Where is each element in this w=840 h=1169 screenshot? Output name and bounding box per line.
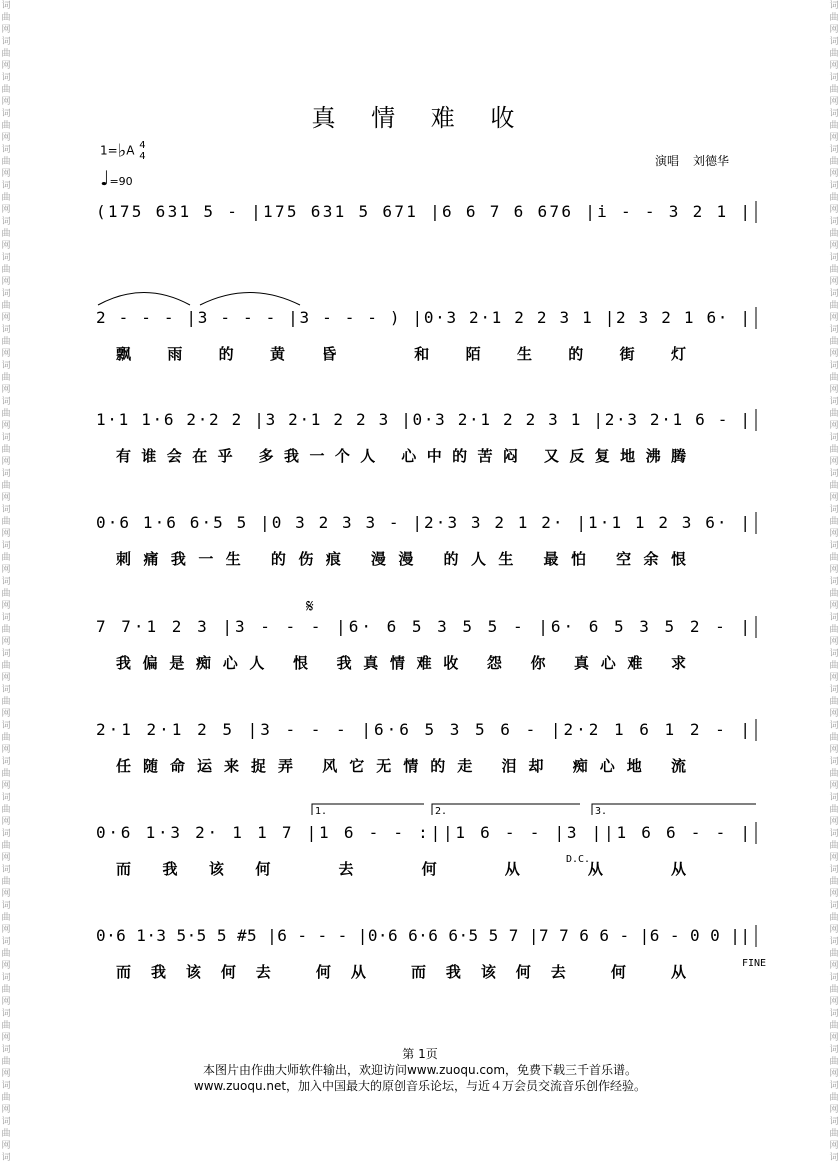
watermark-char: 曲	[1, 913, 11, 923]
lyric-row: 而我该何 去 何 从 从 从	[116, 860, 686, 878]
watermark-char: 网	[1, 421, 11, 431]
watermark-char: 曲	[1, 553, 11, 563]
watermark-char: 网	[829, 529, 839, 539]
song-title: 真 情 难 收	[311, 104, 529, 132]
volta-bracket	[592, 804, 756, 815]
watermark-char: 网	[829, 889, 839, 899]
watermark-char: 网	[829, 673, 839, 683]
watermark-char: 网	[1, 853, 11, 863]
watermark-char: 网	[1, 529, 11, 539]
notation-row: 1·1 1·6 2·2 2 |3 2·1 2 2 3 |0·3 2·1 2 2 3 1 |2·3 2·1 6 - |	[96, 410, 750, 429]
watermark-char: 曲	[1, 1093, 11, 1103]
watermark-char: 网	[829, 457, 839, 467]
watermark-char: 网	[1, 925, 11, 935]
watermark-char: 词	[1, 937, 11, 947]
watermark-char: 曲	[829, 373, 839, 383]
watermark-char: 曲	[829, 409, 839, 419]
watermark-char: 词	[1, 37, 11, 47]
watermark-char: 词	[829, 757, 839, 767]
lyric-row: 任随命运来捉弄 风它无情的走 泪却 痴心地 流	[116, 757, 686, 775]
slur	[200, 293, 300, 306]
watermark-char: 词	[1, 73, 11, 83]
watermark-char: 词	[1, 613, 11, 623]
watermark-char: 曲	[829, 193, 839, 203]
watermark-char: 词	[1, 433, 11, 443]
lyric-row: 有谁会在乎 多我一个人 心中的苦闷 又反复地沸腾	[116, 447, 687, 465]
watermark-char: 网	[1, 601, 11, 611]
watermark-char: 网	[829, 853, 839, 863]
watermark-char: 词	[829, 1009, 839, 1019]
watermark-char: 网	[829, 385, 839, 395]
watermark-char: 曲	[829, 841, 839, 851]
watermark-char: 词	[829, 109, 839, 119]
watermark-char: 词	[829, 253, 839, 263]
watermark-char: 曲	[829, 265, 839, 275]
watermark-char: 曲	[829, 625, 839, 635]
watermark-char: 网	[829, 169, 839, 179]
watermark-char: 网	[829, 133, 839, 143]
watermark-char: 曲	[1, 13, 11, 23]
watermark-char: 词	[1, 145, 11, 155]
notation-row: 2 - - - |3 - - - |3 - - - ) |0·3 2·1 2 2 3 1 |2 3 2 1 6· |	[96, 308, 750, 327]
watermark-char: 网	[829, 637, 839, 647]
notation-row: 0·6 1·6 6·5 5 |0 3 2 3 3 - |2·3 3 2 1 2· |1·1 1 2 3 6· |	[96, 513, 750, 532]
watermark-char: 曲	[829, 985, 839, 995]
watermark-char: 曲	[1, 733, 11, 743]
notation-row: 0·6 1·3 2· 1 1 7 |1 6 - - :||1 6 - - |3 ||1 6 6 - - |	[96, 823, 750, 842]
watermark-char: 曲	[829, 517, 839, 527]
watermark-char: 曲	[829, 1129, 839, 1139]
watermark-char: 词	[829, 577, 839, 587]
watermark-char: 曲	[829, 589, 839, 599]
watermark-char: 词	[829, 145, 839, 155]
watermark-char: 词	[829, 721, 839, 731]
watermark-char: 词	[1, 1, 11, 11]
watermark-char: 词	[1, 1009, 11, 1019]
watermark-char: 网	[1, 313, 11, 323]
watermark-char: 网	[1, 97, 11, 107]
watermark-char: 网	[1, 817, 11, 827]
watermark-char: 词	[1, 541, 11, 551]
watermark-char: 曲	[1, 445, 11, 455]
watermark-char: 词	[829, 541, 839, 551]
watermark-char: 曲	[829, 445, 839, 455]
watermark-char: 网	[829, 997, 839, 1007]
watermark-char: 曲	[1, 1057, 11, 1067]
watermark-char: 词	[829, 505, 839, 515]
watermark-char: 网	[829, 601, 839, 611]
dc-mark: D.C.	[566, 854, 591, 865]
watermark-char: 网	[1, 277, 11, 287]
watermark-char: 曲	[829, 949, 839, 959]
watermark-char: 网	[1, 637, 11, 647]
watermark-char: 词	[1, 649, 11, 659]
watermark-char: 曲	[829, 229, 839, 239]
watermark-char: 曲	[1, 85, 11, 95]
watermark-char: 网	[829, 97, 839, 107]
watermark-char: 网	[1, 961, 11, 971]
watermark-char: 网	[1, 61, 11, 71]
watermark-char: 网	[829, 1033, 839, 1043]
watermark-char: 网	[1, 385, 11, 395]
watermark-char: 词	[829, 73, 839, 83]
watermark-char: 词	[1, 1117, 11, 1127]
notation-row: 7 7·1 2 3 |3 - - - |6· 6 5 3 5 5 - |6· 6 5 3 5 2 - |	[96, 617, 750, 636]
watermark-char: 网	[829, 421, 839, 431]
watermark-char: 词	[829, 181, 839, 191]
watermark-char: 词	[1, 505, 11, 515]
watermark-char: 网	[829, 493, 839, 503]
watermark-char: 曲	[1, 157, 11, 167]
watermark-char: 词	[829, 649, 839, 659]
watermark-char: 网	[829, 25, 839, 35]
watermark-char: 曲	[829, 733, 839, 743]
watermark-char: 曲	[829, 661, 839, 671]
watermark-char: 曲	[1, 121, 11, 131]
quarter-note-icon: ♩	[100, 166, 110, 190]
watermark-char: 词	[1, 181, 11, 191]
watermark-char: 词	[829, 937, 839, 947]
volta-label: 3.	[595, 806, 608, 817]
watermark-char: 词	[1, 217, 11, 227]
watermark-char: 网	[829, 817, 839, 827]
watermark-char: 词	[829, 613, 839, 623]
watermark-char: 词	[1, 253, 11, 263]
watermark-char: 曲	[829, 877, 839, 887]
watermark-char: 词	[829, 793, 839, 803]
watermark-char: 网	[1, 349, 11, 359]
lyric-row: 我偏是痴心人 恨 我真情难收 怨 你 真心难 求	[116, 654, 686, 672]
watermark-char: 词	[829, 37, 839, 47]
volta-bracket	[312, 804, 424, 815]
time-bottom: 4	[139, 151, 146, 162]
watermark-char: 曲	[1, 1021, 11, 1031]
watermark-char: 词	[829, 1153, 839, 1163]
watermark-char: 网	[1, 1141, 11, 1151]
footer-page-number: 第 1页	[402, 1047, 438, 1061]
watermark-char: 曲	[829, 49, 839, 59]
watermark-char: 词	[829, 901, 839, 911]
watermark-char: 网	[1, 673, 11, 683]
watermark-char: 曲	[1, 841, 11, 851]
watermark-char: 曲	[829, 337, 839, 347]
watermark-char: 曲	[1, 265, 11, 275]
watermark-char: 网	[1, 1105, 11, 1115]
watermark-char: 词	[1, 577, 11, 587]
watermark-char: 网	[1, 493, 11, 503]
watermark-char: 词	[829, 1081, 839, 1091]
watermark-char: 词	[829, 1117, 839, 1127]
watermark-char: 词	[829, 865, 839, 875]
watermark-char: 词	[1, 901, 11, 911]
fine-mark: FINE	[742, 958, 767, 969]
watermark-char: 词	[1, 829, 11, 839]
watermark-char: 网	[1, 709, 11, 719]
watermark-char: 词	[829, 829, 839, 839]
watermark-char: 网	[1, 997, 11, 1007]
watermark-char: 网	[829, 205, 839, 215]
volta-label: 2.	[435, 806, 448, 817]
notation-row: (175 631 5 - |175 631 5 671 |6 6 7 6 676 |i - - 3 2 1 |	[96, 202, 750, 221]
watermark-char: 网	[829, 241, 839, 251]
watermark-char: 曲	[829, 1057, 839, 1067]
watermark-char: 曲	[829, 1093, 839, 1103]
watermark-char: 词	[829, 217, 839, 227]
watermark-char: 网	[829, 745, 839, 755]
watermark-char: 曲	[829, 301, 839, 311]
lyric-row: 刺痛我一生 的伤痕 漫漫 的人生 最怕 空余恨	[116, 550, 686, 568]
watermark-char: 网	[1, 745, 11, 755]
watermark-char: 曲	[1, 193, 11, 203]
watermark-char: 曲	[1, 229, 11, 239]
watermark-char: 词	[1, 361, 11, 371]
watermark-char: 曲	[1, 301, 11, 311]
watermark-char: 曲	[1, 877, 11, 887]
watermark-char: 曲	[1, 949, 11, 959]
watermark-char: 曲	[1, 1129, 11, 1139]
watermark-char: 曲	[1, 481, 11, 491]
watermark-char: 网	[829, 781, 839, 791]
footer-line-2: www.zuoqu.net，加入中国最大的原创音乐论坛，与近４万会员交流音乐创作经验。	[193, 1079, 647, 1093]
lyric-row: 飘雨的黄昏 和陌生的街灯	[116, 345, 687, 363]
segno-icon: 𝄋	[306, 596, 314, 617]
watermark-char: 词	[1, 721, 11, 731]
watermark-char: 词	[1, 1081, 11, 1091]
watermark-char: 网	[1, 169, 11, 179]
watermark-char: 网	[1, 889, 11, 899]
lyric-row: 而我该何去 何从 而我该何去 何 从	[116, 963, 686, 981]
watermark-char: 曲	[829, 157, 839, 167]
notation-row: 0·6 1·3 5·5 5 #5 |6 - - - |0·6 6·6 6·5 5 7 |7 7 6 6 - |6 - 0 0 ||	[96, 926, 750, 945]
watermark-char: 网	[829, 565, 839, 575]
watermark-char: 网	[1, 781, 11, 791]
watermark-char: 词	[1, 1153, 11, 1163]
watermark-char: 曲	[829, 697, 839, 707]
watermark-char: 词	[1, 469, 11, 479]
watermark-char: 词	[829, 1045, 839, 1055]
watermark-char: 词	[1, 109, 11, 119]
watermark-char: 曲	[829, 913, 839, 923]
key-letter: A	[126, 143, 135, 158]
watermark-char: 曲	[1, 985, 11, 995]
watermark-char: 词	[829, 325, 839, 335]
watermark-char: 曲	[1, 805, 11, 815]
watermark-char: 曲	[829, 553, 839, 563]
watermark-char: 网	[1, 1033, 11, 1043]
watermark-char: 词	[1, 397, 11, 407]
watermark-char: 曲	[1, 409, 11, 419]
watermark-char: 词	[1, 325, 11, 335]
watermark-char: 词	[829, 289, 839, 299]
watermark-char: 曲	[829, 481, 839, 491]
watermark-char: 词	[1, 865, 11, 875]
watermark-char: 网	[1, 25, 11, 35]
watermark-char: 词	[829, 1, 839, 11]
watermark-char: 词	[1, 685, 11, 695]
watermark-char: 词	[1, 793, 11, 803]
tempo-value: =90	[109, 175, 133, 188]
watermark-char: 词	[829, 685, 839, 695]
watermark-char: 曲	[829, 121, 839, 131]
notation-row: 2·1 2·1 2 5 |3 - - - |6·6 5 3 5 6 - |2·2 1 6 1 2 - |	[96, 720, 750, 739]
watermark-char: 词	[829, 469, 839, 479]
watermark-char: 词	[829, 973, 839, 983]
watermark-char: 曲	[1, 49, 11, 59]
watermark-char: 曲	[829, 769, 839, 779]
watermark-char: 词	[829, 433, 839, 443]
watermark-char: 曲	[829, 85, 839, 95]
watermark-char: 网	[829, 709, 839, 719]
watermark-char: 网	[829, 277, 839, 287]
watermark-char: 词	[829, 397, 839, 407]
watermark-char: 网	[829, 61, 839, 71]
watermark-char: 曲	[829, 805, 839, 815]
watermark-char: 网	[1, 241, 11, 251]
watermark-char: 曲	[1, 661, 11, 671]
slur	[98, 293, 190, 306]
watermark-char: 曲	[1, 697, 11, 707]
watermark-char: 曲	[1, 589, 11, 599]
watermark-char: 曲	[829, 13, 839, 23]
volta-label: 1.	[315, 806, 328, 817]
volta-bracket	[432, 804, 580, 815]
watermark-char: 网	[1, 1069, 11, 1079]
watermark-char: 曲	[1, 337, 11, 347]
watermark-char: 网	[1, 133, 11, 143]
watermark-char: 网	[829, 313, 839, 323]
watermark-char: 网	[1, 457, 11, 467]
watermark-char: 网	[829, 349, 839, 359]
watermark-char: 网	[829, 1105, 839, 1115]
watermark-char: 曲	[829, 1021, 839, 1031]
watermark-char: 曲	[1, 769, 11, 779]
watermark-char: 曲	[1, 517, 11, 527]
watermark-char: 网	[1, 565, 11, 575]
watermark-char: 词	[1, 1045, 11, 1055]
watermark-char: 词	[1, 289, 11, 299]
footer	[0, 1046, 840, 1094]
watermark-char: 曲	[1, 625, 11, 635]
watermark-char: 网	[829, 925, 839, 935]
credit-role: 演唱	[655, 154, 680, 168]
watermark-char: 网	[829, 1069, 839, 1079]
watermark-char: 词	[829, 361, 839, 371]
key-prefix: 1=	[100, 143, 118, 158]
watermark-char: 词	[1, 973, 11, 983]
watermark-char: 曲	[1, 373, 11, 383]
watermark-char: 词	[1, 757, 11, 767]
watermark-char: 网	[829, 1141, 839, 1151]
flat-icon: ♭	[117, 140, 127, 162]
footer-line-1: 本图片由作曲大师软件输出，欢迎访问www.zuoqu.com，免费下载三千首乐谱。	[202, 1063, 638, 1077]
time-top: 4	[139, 140, 146, 151]
watermark-char: 网	[829, 961, 839, 971]
watermark-char: 网	[1, 205, 11, 215]
credit-name: 刘德华	[693, 154, 730, 168]
